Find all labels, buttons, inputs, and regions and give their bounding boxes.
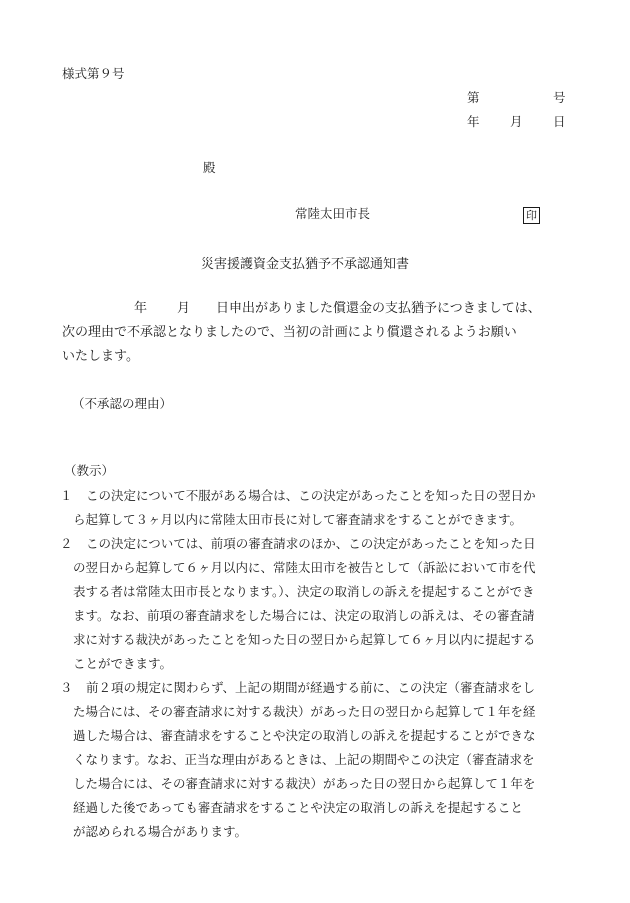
instruction-heading: （教示） xyxy=(64,463,115,478)
reason-heading: （不承認の理由） xyxy=(72,396,173,411)
instruction-item-3: ３ 前２項の規定に関わらず、上記の期間が経過する前に、この決定（審査請求をし た場合には、その審査請求に対する裁決）があった日の翌日から起算して１年を経 過した場合は、審査請求をすることや決定の取消しの訴えを提起することができな くなります。なお、正当な理由があるときは、上記の期間やこの決定（審査請求を した場合には、その審査請求に対する裁決）があった日の翌日から起算して１年を 経過した後であっても審査請求をすることや決定の取消しの訴えを提起すること が認められる場合があります。 xyxy=(60,680,536,839)
issuer-title: 常陸太田市長 xyxy=(295,206,371,221)
instruction-list xyxy=(60,490,585,850)
body-line-1 xyxy=(62,302,582,326)
body-year: 年 xyxy=(134,301,148,316)
body-line-1-text: 日申出がありました償還金の支払猶予につきましては、 xyxy=(216,301,541,316)
form-number: 様式第９号 xyxy=(62,66,125,81)
instruction-item-1: １ この決定について不服がある場合は、この決定があったことを知った日の翌日か ら起算して３ヶ月以内に常陸太田市長に対して審査請求をすることができます。 xyxy=(60,488,536,527)
instruction-item-number: １ xyxy=(60,488,73,503)
date-year: 年 xyxy=(467,114,480,129)
doc-number-suffix: 号 xyxy=(553,90,566,105)
seal-mark xyxy=(523,207,540,224)
instruction-item-2: ２ この決定については、前項の審査請求のほか、この決定があったことを知った日 の翌日から起算して６ヶ月以内に、常陸太田市を被告として（訴訟において市を代 表する者は常陸太田市長となります。）、決定の取消しの訴えを提起することができ ます。なお、前項の審査請求をした場合には、決定の取消しの訴えは、その審査請 求に対する裁決があったことを知った日の翌日から起算して６ヶ月以内に提起する ことができます。 xyxy=(60,536,536,671)
instruction-item-number: ２ xyxy=(60,536,73,551)
date-month: 月 xyxy=(510,114,523,129)
seal-icon: 印 xyxy=(523,207,540,224)
body-line-2: 次の理由で不承認となりましたので、当初の計画により償還されるようお願い xyxy=(62,325,517,340)
body-line-3: いたします。 xyxy=(62,349,139,364)
body-paragraph xyxy=(62,302,582,374)
date-day: 日 xyxy=(553,114,566,129)
document-title: 災害援護資金支払猶予不承認通知書 xyxy=(201,257,410,272)
body-month: 月 xyxy=(177,301,191,316)
addressee-suffix: 殿 xyxy=(203,160,216,175)
doc-number-prefix: 第 xyxy=(467,90,480,105)
instruction-item-number: ３ xyxy=(60,680,73,695)
